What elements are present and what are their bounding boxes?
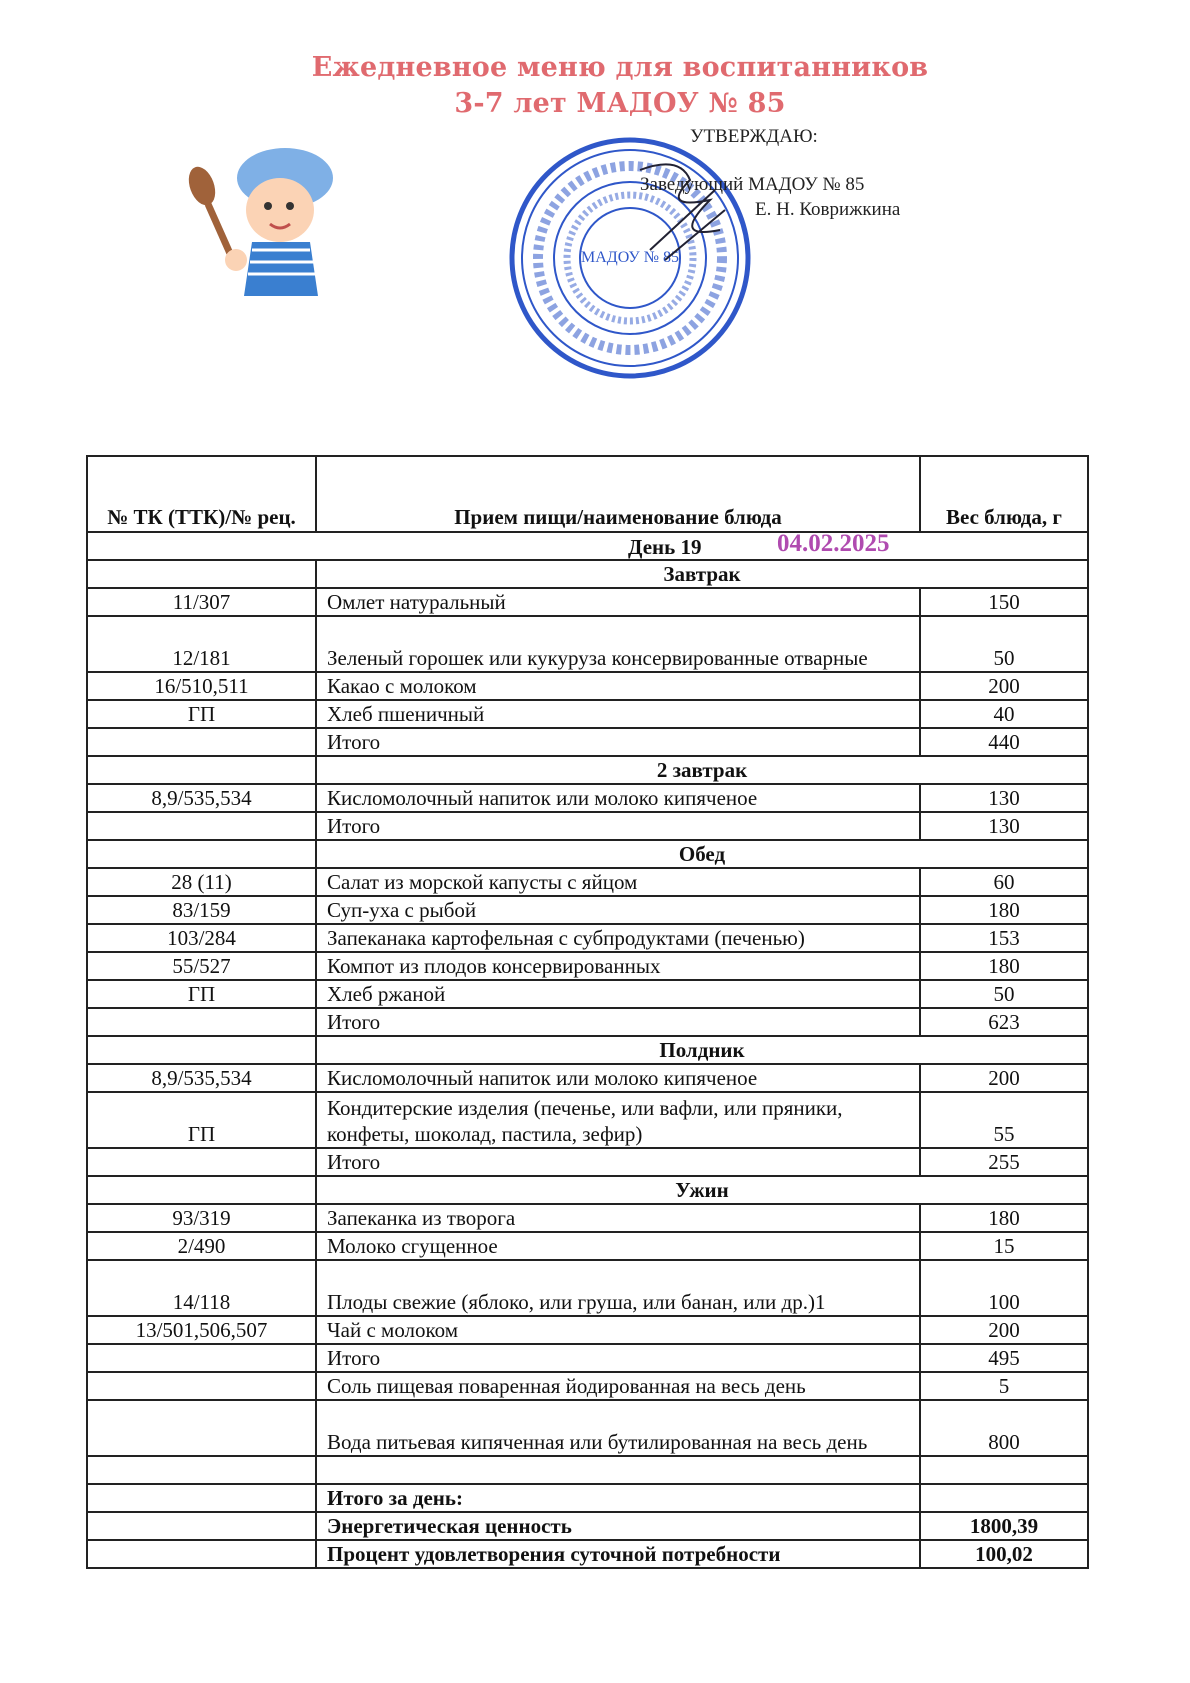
section-spacer [87,840,316,868]
section-spacer [87,756,316,784]
table-row [87,728,1088,756]
row-code: 8,9/535,534 [87,784,316,812]
energy-value: 1800,39 [920,1512,1088,1540]
section-header-row [87,756,1088,784]
footer-spacer [87,1540,316,1568]
row-weight: 50 [920,616,1088,672]
row-code [87,728,316,756]
table-row [87,1316,1088,1344]
row-weight: 800 [920,1400,1088,1456]
row-weight: 200 [920,1316,1088,1344]
row-weight: 153 [920,924,1088,952]
row-dish-name: Соль пищевая поваренная йодированная на весь день [316,1372,920,1400]
table-row [87,1372,1088,1400]
menu-table [86,455,1089,1569]
table-row [87,980,1088,1008]
section-title: Обед [316,840,1088,868]
row-weight: 130 [920,812,1088,840]
row-code [87,1008,316,1036]
chef-mascot-icon [180,138,350,298]
row-code: ГП [87,700,316,728]
section-spacer [87,1176,316,1204]
row-weight: 200 [920,1064,1088,1092]
table-row [87,588,1088,616]
row-code: 8,9/535,534 [87,1064,316,1092]
percent-label: Процент удовлетворения суточной потребности [316,1540,920,1568]
header-code: № ТК (ТТК)/№ рец. [87,456,316,532]
row-dish-name: Чай с молоком [316,1316,920,1344]
row-dish-name: Вода питьевая кипяченная или бутилированная на весь день [316,1400,920,1456]
table-row [87,1232,1088,1260]
energy-label: Энергетическая ценность [316,1512,920,1540]
row-code: 13/501,506,507 [87,1316,316,1344]
empty-cell [87,1456,316,1484]
section-spacer [87,1036,316,1064]
row-dish-name: Запеканака картофельная с субпродуктами (печенью) [316,924,920,952]
row-code: 16/510,511 [87,672,316,700]
table-row [87,1400,1088,1456]
row-weight: 495 [920,1344,1088,1372]
row-code [87,1344,316,1372]
section-spacer [87,560,316,588]
menu-title-line2: 3-7 лет МАДОУ № 85 [454,88,786,119]
table-row [87,784,1088,812]
row-weight: 255 [920,1148,1088,1176]
row-dish-name: Хлеб пшеничный [316,700,920,728]
row-dish-name: Хлеб ржаной [316,980,920,1008]
row-dish-name: Итого [316,1344,920,1372]
table-header-row [87,456,1088,532]
table-row [87,1008,1088,1036]
table-row [87,924,1088,952]
row-dish-name: Кисломолочный напиток или молоко кипяченое [316,784,920,812]
table-row [87,896,1088,924]
row-dish-name: Салат из морской капусты с яйцом [316,868,920,896]
approve-label: УТВЕРЖДАЮ: [690,126,818,147]
row-code [87,1400,316,1456]
row-dish-name: Омлет натуральный [316,588,920,616]
approver-position: Заведующий МАДОУ № 85 [640,174,865,195]
section-title: 2 завтрак [316,756,1088,784]
menu-title [300,50,940,122]
row-code: 93/319 [87,1204,316,1232]
row-dish-name: Итого [316,1008,920,1036]
menu-date: 04.02.2025 [777,532,890,557]
table-row [87,1344,1088,1372]
section-title: Полдник [316,1036,1088,1064]
footer-spacer [920,1484,1088,1512]
footer-spacer [87,1484,316,1512]
section-header-row [87,840,1088,868]
row-code [87,1148,316,1176]
row-dish-name: Итого [316,728,920,756]
row-weight: 440 [920,728,1088,756]
day-total-row [87,1484,1088,1512]
empty-cell [920,1456,1088,1484]
row-code: 83/159 [87,896,316,924]
table-row [87,1260,1088,1316]
row-weight: 150 [920,588,1088,616]
signature-icon [620,150,740,280]
row-dish-name: Суп-уха с рыбой [316,896,920,924]
approver-name: Е. Н. Коврижкина [755,199,901,220]
table-row [87,1148,1088,1176]
row-code: ГП [87,980,316,1008]
footer-spacer [87,1512,316,1540]
menu-title-line1: Ежедневное меню для воспитанников [311,52,929,83]
row-code: 11/307 [87,588,316,616]
section-title: Ужин [316,1176,1088,1204]
stamp-text: МАДОУ № 85 [581,249,679,266]
row-weight: 60 [920,868,1088,896]
empty-cell [316,1456,920,1484]
day-label: День 19 [628,535,702,559]
row-code: 14/118 [87,1260,316,1316]
row-weight: 180 [920,1204,1088,1232]
row-dish-name: Кисломолочный напиток или молоко кипяченое [316,1064,920,1092]
row-weight: 200 [920,672,1088,700]
row-weight: 55 [920,1092,1088,1148]
row-code [87,1372,316,1400]
row-dish-name: Плоды свежие (яблоко, или груша, или банан, или др.)1 [316,1260,920,1316]
row-dish-name: Компот из плодов консервированных [316,952,920,980]
table-row [87,616,1088,672]
header-dish: Прием пищи/наименование блюда [316,456,920,532]
row-dish-name: Запеканка из творога [316,1204,920,1232]
row-dish-name: Молоко сгущенное [316,1232,920,1260]
menu-table-body [87,456,1088,1568]
row-code: 2/490 [87,1232,316,1260]
table-row [87,672,1088,700]
section-header-row [87,1036,1088,1064]
percent-value: 100,02 [920,1540,1088,1568]
table-row [87,952,1088,980]
row-weight: 130 [920,784,1088,812]
table-row [87,868,1088,896]
row-code: 103/284 [87,924,316,952]
row-dish-name: Зеленый горошек или кукуруза консервированные отварные [316,616,920,672]
row-dish-name: Итого [316,1148,920,1176]
row-code: 28 (11) [87,868,316,896]
section-header-row [87,560,1088,588]
empty-row [87,1456,1088,1484]
table-row [87,1092,1088,1148]
day-total-label: Итого за день: [316,1484,920,1512]
row-code [87,812,316,840]
row-code: 55/527 [87,952,316,980]
row-weight: 15 [920,1232,1088,1260]
row-weight: 180 [920,952,1088,980]
day-row [87,532,1088,560]
header-weight: Вес блюда, г [920,456,1088,532]
table-row [87,812,1088,840]
row-dish-name: Итого [316,812,920,840]
row-code: 12/181 [87,616,316,672]
table-row [87,700,1088,728]
row-code: ГП [87,1092,316,1148]
percent-row [87,1540,1088,1568]
section-title: Завтрак [316,560,1088,588]
row-weight: 100 [920,1260,1088,1316]
row-dish-name: Какао с молоком [316,672,920,700]
row-dish-name: Кондитерские изделия (печенье, или вафли, или пряники, конфеты, шоколад, пастила, зефир) [316,1092,920,1148]
energy-row [87,1512,1088,1540]
table-row [87,1204,1088,1232]
table-row [87,1064,1088,1092]
section-header-row [87,1176,1088,1204]
row-weight: 40 [920,700,1088,728]
row-weight: 623 [920,1008,1088,1036]
row-weight: 5 [920,1372,1088,1400]
row-weight: 50 [920,980,1088,1008]
row-weight: 180 [920,896,1088,924]
